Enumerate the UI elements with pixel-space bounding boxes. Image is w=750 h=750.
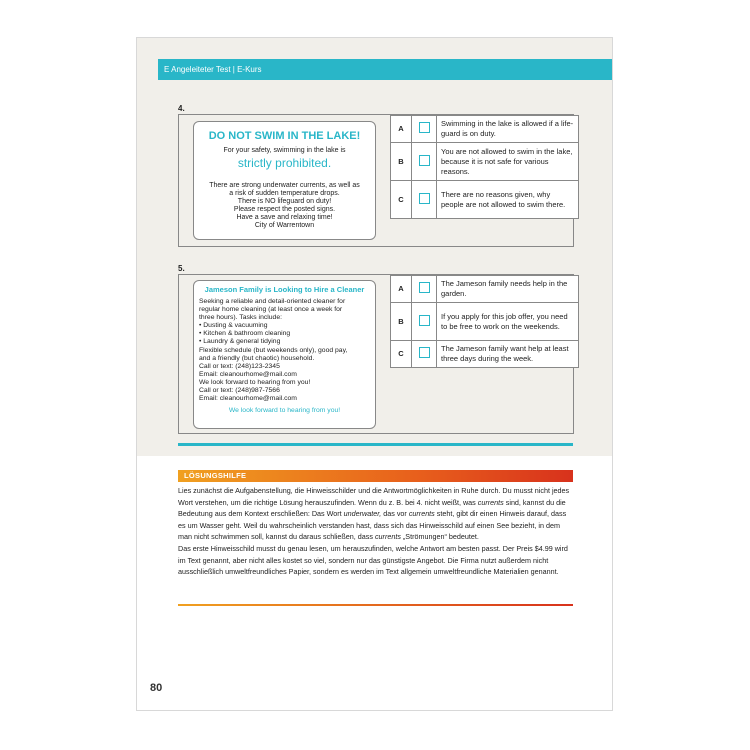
sign-body-line: Have a save and relaxing time! [236,214,333,221]
sign-body-line: There is NO lifeguard on duty! [237,198,332,205]
sign-body-line: We look forward to hearing from you! [199,378,311,386]
option-a-checkbox-cell[interactable] [412,116,437,143]
question-4-options [390,115,579,219]
sign-body [194,182,375,230]
option-letter: A [391,276,412,303]
italic-term: underwater, [343,509,382,519]
sign-title: DO NOT SWIM IN THE LAKE! [208,130,361,142]
option-a-checkbox[interactable] [419,122,430,133]
solution-help-text [178,485,575,578]
option-b-checkbox-cell[interactable] [412,143,437,181]
solution-paragraph-1 [178,485,575,543]
option-text: Swimming in the lake is allowed if a life-guard is on duty. [437,116,579,143]
text-run: sind, kannst du die Bedeutung aus dem Kontext erschließen: Das Wort [178,497,566,519]
option-letter: B [391,143,412,181]
italic-term: currents [477,497,504,507]
option-text: If you apply for this job offer, you need to be free to work on the weekends. [437,303,579,341]
sign-body-line: • Laundry & general tidying [199,338,281,346]
lake-warning-sign [193,121,376,240]
text-run: das vor [381,509,409,519]
option-text: The Jameson family want help at least three days during the week. [437,341,579,368]
sign-body-line: regular home cleaning (at least once a week for [199,306,343,314]
job-ad-sign [193,280,376,429]
option-a-checkbox-cell[interactable] [412,276,437,303]
option-letter: C [391,181,412,219]
solution-bottom-rule [178,604,573,606]
sign-line: For your safety, swimming in the lake is [223,147,346,154]
sign-body-line: Flexible schedule (but weekends only), good pay, [199,346,348,354]
text-run: Lies zunächst die Aufgabenstellung, die Hinweisschilder und die Antwortmöglichkeiten in Ruhe durch. Du musst nicht jedes Wort verstehen, um die richtige Lösung herauszufinden. Wenn du z. B. bei 4. nicht weißt, was [178,486,570,507]
option-letter: A [391,116,412,143]
italic-term: currents [408,509,435,519]
option-letter: B [391,303,412,341]
option-b-checkbox-cell[interactable] [412,303,437,341]
sign-body-line: Email: cleanourhome@mail.com [199,395,297,403]
option-c-checkbox-cell[interactable] [412,181,437,219]
solution-paragraph-2: Das erste Hinweisschild musst du genau lesen, um herauszufinden, welche Antwort am besten passt. Der Preis $4.99 wird im Text genannt, aber nicht alles kostet so viel, sondern nur das günstigste Angebot. Die Firma nutzt außerdem nicht ausschließlich umweltfreundliches Papier, sondern es werden im Text allgemein umweltfreundliche Materialien genannt. [178,543,568,577]
sign-body [194,298,375,403]
option-row-c[interactable] [391,341,579,368]
sign-emphasis: strictly prohibited. [237,156,332,170]
solution-help-heading: LÖSUNGSHILFE [178,470,573,482]
option-c-checkbox-cell[interactable] [412,341,437,368]
option-text: There are no reasons given, why people are not allowed to swim there. [437,181,579,219]
sign-body-line: Call or text: (248)123-2345 [199,362,280,370]
sign-body-line: Seeking a reliable and detail-oriented cleaner for [199,298,346,305]
section-header: E Angeleiteter Test | E-Kurs [158,59,612,80]
option-text: You are not allowed to swim in the lake, because it is not safe for various reasons. [437,143,579,181]
sign-body-line: and a friendly (but chaotic) household. [199,354,315,362]
question-5-number: 5. [178,264,185,273]
sign-body-line: a risk of sudden temperature drops. [229,190,340,197]
question-5-options [390,275,579,368]
sign-body-line: three hours). Tasks include: [199,314,282,322]
option-row-a[interactable] [391,116,579,143]
sign-body-line: Please respect the posted signs. [233,206,336,213]
option-c-checkbox[interactable] [419,347,430,358]
sign-title: Jameson Family is Looking to Hire a Cleaner [204,285,365,294]
option-a-checkbox[interactable] [419,282,430,293]
option-row-c[interactable] [391,181,579,219]
sign-body-line: • Kitchen & bathroom cleaning [199,330,291,338]
sign-body-line: • Dusting & vacuuming [199,322,268,330]
option-row-b[interactable] [391,303,579,341]
option-letter: C [391,341,412,368]
option-b-checkbox[interactable] [419,315,430,326]
italic-term: currents [374,532,401,542]
text-run: „Strömungen“ bedeutet. [400,532,479,542]
textbook-page [136,37,613,711]
option-text: The Jameson family needs help in the garden. [437,276,579,303]
sign-body-line: There are strong underwater currents, as well as [209,182,360,189]
option-row-b[interactable] [391,143,579,181]
text-run: steht, gibt dir einen Hinweis darauf, dass es um Wasser geht. Weil du wahrscheinlich verstanden hast, dass sich das Hinweisschild auf einen See bezieht, in dem man nicht schwimmen soll, kannst du daraus schließen, dass [178,509,567,542]
sign-body-line: City of Warrentown [254,222,315,229]
sign-body-line: Email: cleanourhome@mail.com [199,370,297,378]
sign-footer: We look forward to hearing from you! [228,407,341,415]
question-4-number: 4. [178,104,185,113]
section-divider [178,443,573,446]
option-row-a[interactable] [391,276,579,303]
option-b-checkbox[interactable] [419,155,430,166]
option-c-checkbox[interactable] [419,193,430,204]
page-number: 80 [150,682,163,694]
sign-body-line: Call or text: (248)987-7566 [199,387,280,395]
